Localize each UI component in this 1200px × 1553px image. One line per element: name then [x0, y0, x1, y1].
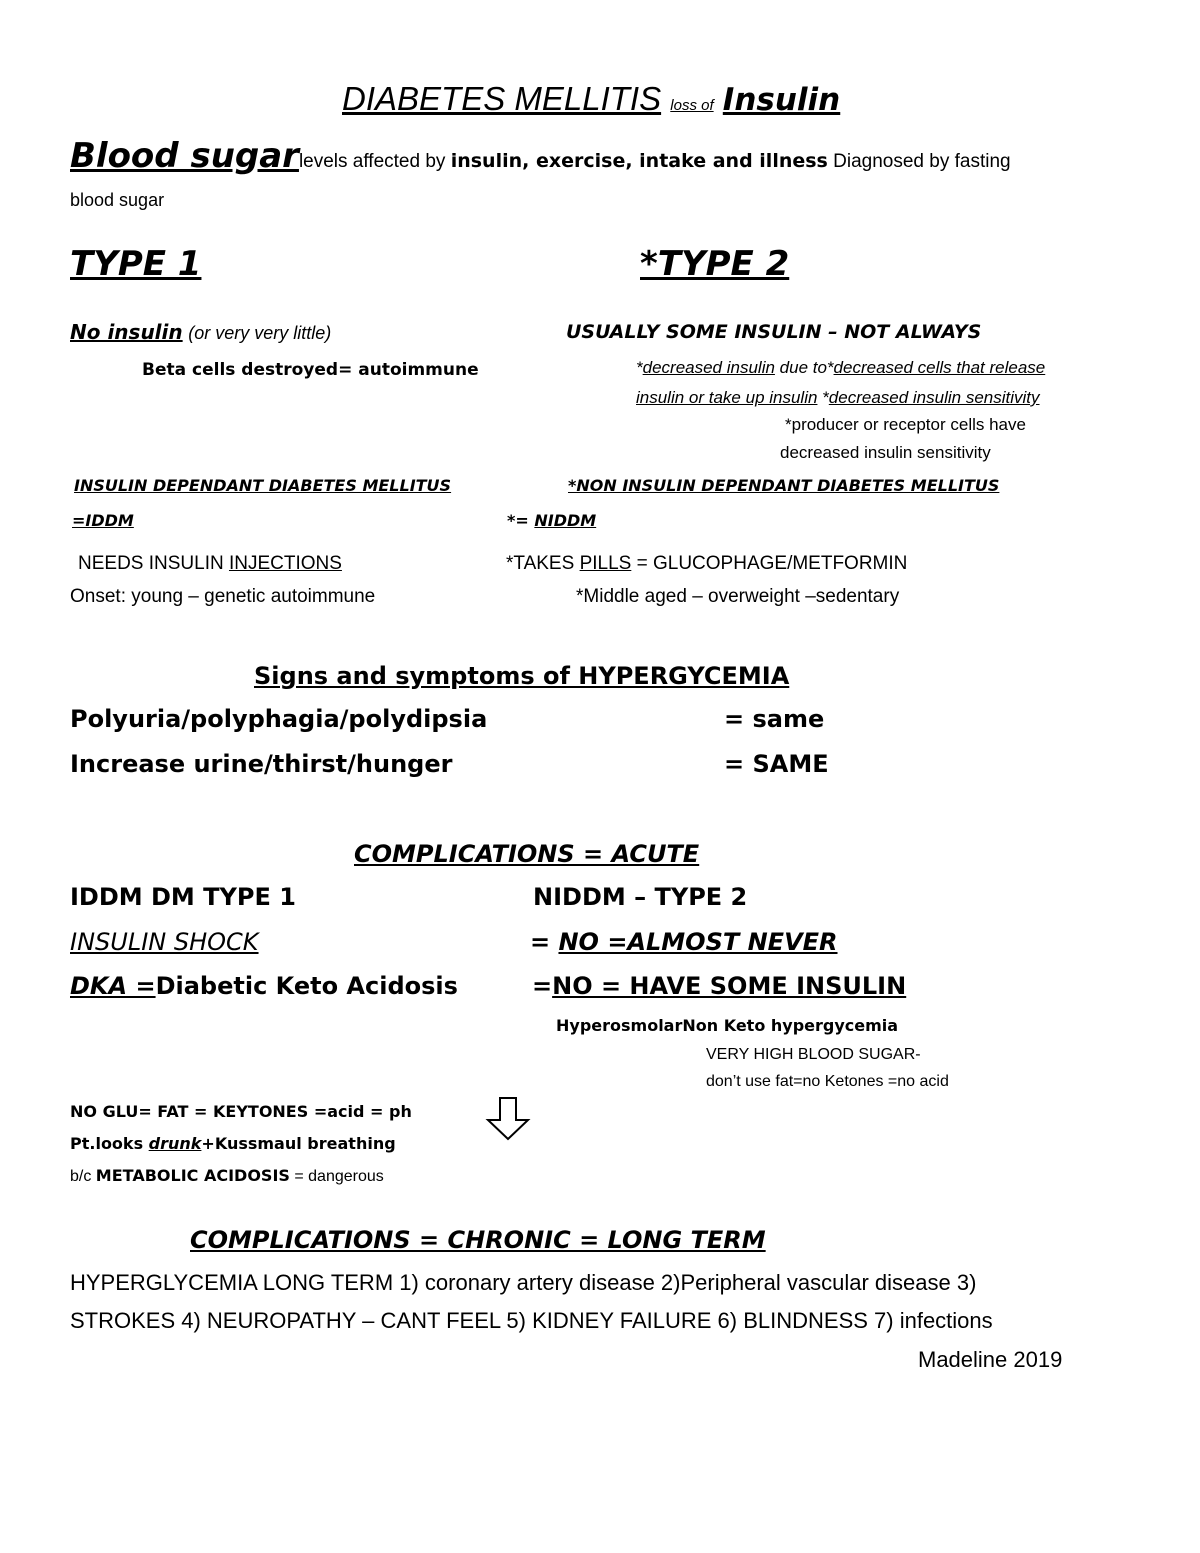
pt-c: +Kussmaul breathing: [201, 1134, 396, 1153]
chronic-heading: COMPLICATIONS = CHRONIC = LONG TERM: [190, 1226, 766, 1254]
dka-line: [70, 972, 458, 1000]
blood-sugar-text1: levels affected by: [298, 151, 451, 172]
takes-b: PILLS: [579, 553, 632, 574]
no-insulin-line: [70, 320, 331, 345]
needs-a: NEEDS INSULIN: [78, 553, 229, 574]
niddm-full: *NON INSULIN DEPENDANT DIABETES MELLITUS: [568, 476, 1000, 495]
dka-b: Diabetic Keto Acidosis: [155, 972, 458, 1000]
no-insulin: No insulin: [70, 320, 183, 344]
insulin-shock: INSULIN SHOCK: [70, 928, 259, 956]
usually-some-insulin: USUALLY SOME INSULIN – NOT ALWAYS: [566, 321, 982, 343]
title-main: DIABETES MELLITIS: [342, 80, 662, 117]
bc-c: = dangerous: [289, 1168, 384, 1185]
onset: Onset: young – genetic autoimmune: [70, 586, 376, 607]
dec1-b: decreased insulin: [642, 358, 775, 377]
chronic-line2: STROKES 4) NEUROPATHY – CANT FEEL 5) KIDNEY FAILURE 6) BLINDNESS 7) infections: [70, 1308, 993, 1333]
pt-looks: [70, 1134, 396, 1153]
dec2-a: insulin or take up insulin: [636, 388, 818, 407]
signs-row1-left: Polyuria/polyphagia/polydipsia: [70, 705, 488, 733]
insulin-shock-right: [530, 928, 838, 956]
type1-heading: TYPE 1: [70, 244, 202, 284]
blood-sugar-line2: blood sugar: [70, 190, 165, 210]
dec1-d: decreased cells that release: [833, 358, 1046, 377]
signs-row2-right: = SAME: [724, 750, 829, 778]
pt-b: drunk: [148, 1134, 202, 1153]
acute-right-head: NIDDM – TYPE 2: [533, 883, 748, 911]
blood-sugar-line: [70, 136, 1011, 176]
beta-cells: Beta cells destroyed= autoimmune: [142, 360, 479, 380]
page-title: [342, 80, 840, 118]
blood-sugar-text2: Diagnosed by fasting: [827, 151, 1011, 172]
takes-a: *TAKES: [506, 553, 580, 574]
shock-eq: =: [530, 928, 559, 956]
takes-pills: [506, 553, 907, 575]
dka-right: [532, 972, 906, 1000]
niddm-b: NIDDM: [534, 511, 597, 530]
title-big: Insulin: [722, 82, 841, 118]
dec2-c: decreased insulin sensitivity: [828, 388, 1040, 407]
producer-line2: decreased insulin sensitivity: [780, 443, 991, 462]
niddm-a: *=: [507, 511, 535, 530]
signature: Madeline 2019: [918, 1347, 1063, 1372]
decreased-line2: [636, 388, 1040, 408]
dec1-c: due to*: [774, 358, 834, 377]
iddm-abbr: =IDDM: [72, 511, 134, 530]
no-glu: NO GLU= FAT = KEYTONES =acid = ph: [70, 1102, 412, 1121]
dec2-b: *: [817, 388, 829, 407]
title-small: loss of: [670, 97, 714, 114]
type2-heading: *TYPE 2: [640, 244, 790, 284]
iddm-full: INSULIN DEPENDANT DIABETES MELLITUS: [74, 476, 452, 495]
very-little: (or very very little): [188, 323, 332, 343]
acute-heading: COMPLICATIONS = ACUTE: [354, 840, 700, 868]
acute-left-head: IDDM DM TYPE 1: [70, 883, 296, 911]
niddm-abbr: [507, 511, 596, 530]
bc-line: [70, 1166, 384, 1186]
blood-sugar-bold: insulin, exercise, intake and illness: [450, 150, 828, 172]
very-high: VERY HIGH BLOOD SUGAR-: [706, 1046, 921, 1063]
chronic-line1: HYPERGLYCEMIA LONG TERM 1) coronary artery disease 2)Peripheral vascular disease 3): [70, 1270, 977, 1295]
signs-row1-right: = same: [724, 705, 825, 733]
pt-a: Pt.looks: [70, 1134, 149, 1153]
shock-right: NO =ALMOST NEVER: [558, 928, 838, 956]
needs-b: INJECTIONS: [228, 553, 342, 574]
down-arrow-icon: [485, 1096, 531, 1142]
needs-insulin: [78, 553, 342, 575]
decreased-line1: [636, 358, 1045, 378]
dec1-a: *: [636, 358, 643, 377]
dont-use-fat: don’t use fat=no Ketones =no acid: [706, 1073, 949, 1090]
bc-b: METABOLIC ACIDOSIS: [95, 1166, 290, 1185]
blood-sugar-heading: Blood sugar: [70, 136, 299, 176]
signs-heading: Signs and symptoms of HYPERGYCEMIA: [254, 662, 790, 690]
bc-a: b/c: [70, 1168, 96, 1185]
signs-row2-left: Increase urine/thirst/hunger: [70, 750, 453, 778]
hhnk: HyperosmolarNon Keto hypergycemia: [556, 1016, 899, 1035]
takes-c: = GLUCOPHAGE/METFORMIN: [631, 553, 908, 574]
middle-aged: *Middle aged – overweight –sedentary: [576, 586, 900, 607]
producer-line1: *producer or receptor cells have: [785, 415, 1026, 434]
dka-eq: =: [532, 972, 553, 1000]
dka-a: DKA =: [70, 972, 156, 1000]
dka-right-text: NO = HAVE SOME INSULIN: [552, 972, 907, 1000]
